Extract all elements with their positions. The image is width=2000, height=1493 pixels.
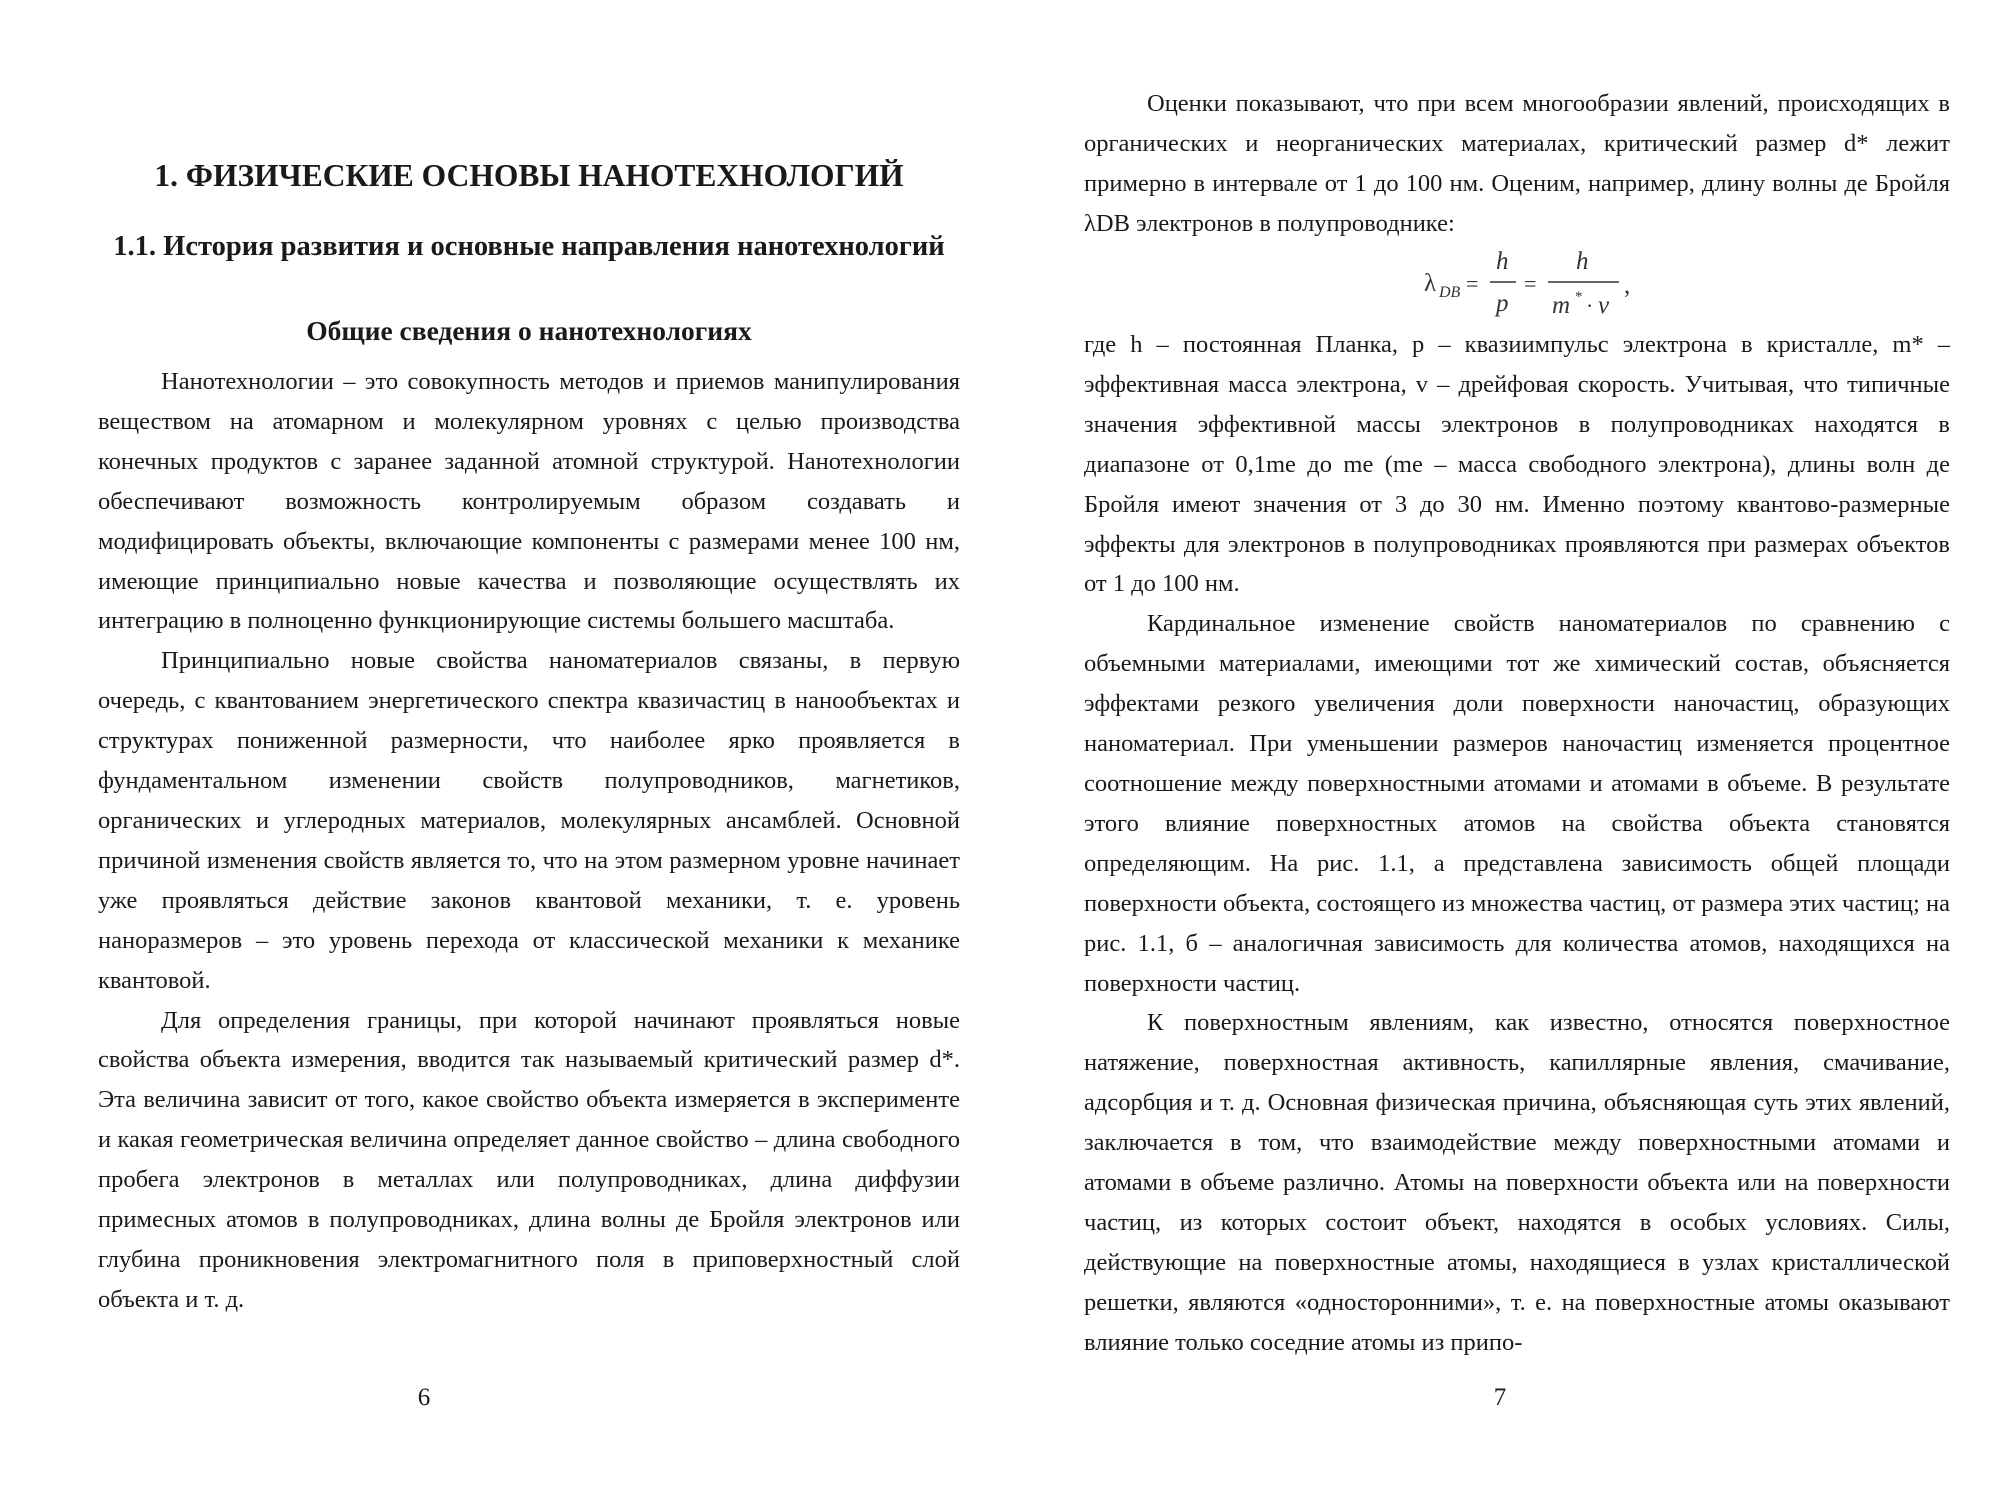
page-number-right: 7	[1493, 1384, 1507, 1411]
formula-lambda-sub: DB	[1439, 284, 1461, 301]
paragraph: Нанотехнологии – это совокупность методов и приемов манипулирования веществом на атомарном и молекулярном уровнях с целью производства конечных продуктов с заранее заданной атомной структурой. Нанотехнологии обеспечивают возможность контролируемым образом создавать и модифицировать объекты, включающие компоненты с размерами менее 100 нм, имеющие принципиально новые качества и позволяющие осуществлять их интеграцию в полноценно функционирующие системы большего масштаба.	[98, 368, 960, 635]
paragraph: где h – постоянная Планка, p – квазиимпульс электрона в кристалле, m* – эффективная масса электрона, v – дрейфовая скорость. Учитывая, что типичные значения эффективной массы электронов в полупроводниках находятся в диапазоне от 0,1me до me (me – масса свободного электрона), длины волн де Бройля имеют значения от 3 до 30 нм. Именно поэтому квантово-размерные эффекты для электронов в полупроводниках проявляются при размерах объектов от 1 до 100 нм.	[1084, 331, 1950, 598]
de-broglie-formula	[1424, 245, 1664, 321]
formula-eq-2: =	[1524, 271, 1537, 296]
paragraph: Для определения границы, при которой начинают проявляться новые свойства объекта измерения, вводится так называемый критический размер d*. Эта величина зависит от того, какое свойство объекта измеряется в эксперименте и какая геометрическая величина определяет данное свойство – длина свободного пробега электронов в металлах или полупроводниках, длина диффузии примесных атомов в полупроводниках, длина волны де Бройля электронов или глубина проникновения электромагнитного поля в приповерхностный слой объекта и т. д.	[98, 1006, 960, 1313]
subsection-title: Общие сведения о нанотехнологиях	[306, 315, 752, 346]
formula-lambda: λ	[1424, 270, 1437, 297]
formula-den-star: *	[1575, 289, 1583, 305]
chapter-title: 1. ФИЗИЧЕСКИЕ ОСНОВЫ НАНОТЕХНОЛОГИЙ	[154, 158, 904, 193]
formula-den-1: p	[1496, 290, 1509, 317]
formula-num-1: h	[1496, 248, 1509, 275]
formula-num-2: h	[1576, 248, 1589, 275]
paragraph: Принципиально новые свойства наноматериалов связаны, в первую очередь, с квантованием энергетического спектра квазичастиц в нанообъектах и структурах пониженной размерности, что наиболее ярко проявляется в фундаментальном изменении свойств полупроводников, магнетиков, органических и углеродных материалов, молекулярных ансамблей. Основной причиной изменения свойств является то, что на этом размерном уровне начинает уже проявляться действие законов квантовой механики, т. е. уровень наноразмеров – это уровень перехода от классической механики к механике квантовой.	[98, 647, 960, 994]
formula-den-v: v	[1598, 292, 1610, 319]
formula-eq-1: =	[1466, 271, 1479, 296]
paragraph: Оценки показывают, что при всем многообразии явлений, происходящих в органических и неорганических материалах, критический размер d* лежит примерно в интервале от 1 до 100 нм. Оценим, например, длину волны де Бройля λDB электронов в полупроводнике:	[1084, 90, 1950, 237]
section-title: 1.1. История развития и основные направления нанотехнологий	[113, 231, 945, 262]
paragraph: Кардинальное изменение свойств наноматериалов по сравнению с объемными материалами, имеющими тот же химический состав, объясняется эффектами резкого увеличения доли поверхности наночастиц, образующих наноматериал. При уменьшении размеров наночастиц изменяется процентное соотношение между поверхностными атомами и атомами в объеме. В результате этого влияние поверхностных атомов на свойства объекта становятся определяющим. На рис. 1.1, а представлена зависимость общей площади поверхности объекта, состоящего из множества частиц, от размера этих частиц; на рис. 1.1, б – аналогичная зависимость для количества атомов, находящихся на поверхности частиц.	[1084, 610, 1950, 997]
formula-den-m: m	[1552, 292, 1571, 319]
right-page-body	[1084, 325, 1950, 1363]
left-page-body	[98, 362, 960, 1320]
page-number-left: 6	[417, 1384, 431, 1411]
formula-comma: ,	[1624, 272, 1631, 299]
formula-den-dot: ·	[1586, 293, 1594, 318]
paragraph: К поверхностным явлениям, как известно, относятся поверхностное натяжение, поверхностная активность, капиллярные явления, смачивание, адсорбция и т. д. Основная физическая причина, объясняющая суть этих явлений, заключается в том, что взаимодействие между поверхностными атомами и атомами в объеме различно. Атомы на поверхности объекта или на поверхности частиц, из которых состоит объект, находятся в особых условиях. Силы, действующие на поверхностные атомы, находящиеся в узлах кристаллической решетки, являются «односторонними», т. е. на поверхностные атомы оказывают влияние только соседние атомы из припо-	[1084, 1009, 1950, 1356]
right-page-intro	[1084, 84, 1950, 244]
